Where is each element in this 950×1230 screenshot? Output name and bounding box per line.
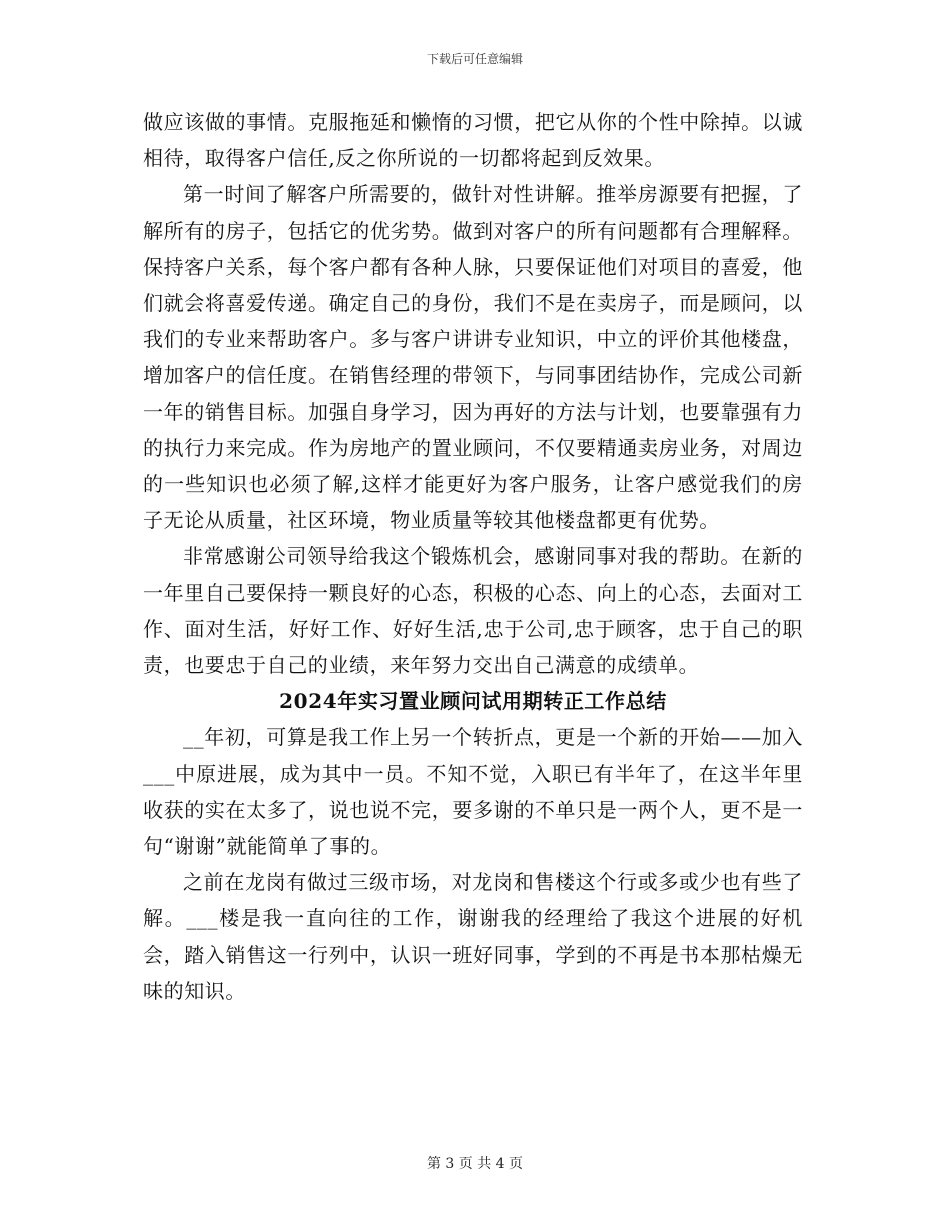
page-number: 第 3 页 共 4 页 <box>426 1156 524 1172</box>
paragraph-customer-service: 第一时间了解客户所需要的，做针对性讲解。推举房源要有把握，了解所有的房子，包括它的优劣势。做到对客户的所有问题都有合理解释。保持客户关系，每个客户都有各种人脉，只要保证他们对项目的喜爱，他们就会将喜爱传递。确定自己的身份，我们不是在卖房子，而是顾问，以我们的专业来帮助客户。多与客户讲讲专业知识，中立的评价其他楼盘，增加客户的信任度。在销售经理的带领下，与同事团结协作，完成公司新一年的销售目标。加强自身学习，因为再好的方法与计划，也要靠强有力的执行力来完成。作为房地产的置业顾问，不仅要精通卖房业务，对周边的一些知识也必须了解,这样才能更好为客户服务，让客户感觉我们的房子无论从质量，社区环境，物业质量等较其他楼盘都更有优势。 <box>143 182 803 533</box>
paragraph-thanks: 非常感谢公司领导给我这个锻炼机会，感谢同事对我的帮助。在新的一年里自己要保持一颗良好的心态，积极的心态、向上的心态，去面对工作、面对生活，好好工作、好好生活,忠于公司,忠于顾客，忠于自己的职责，也要忠于自己的业绩，来年努力交出自己满意的成绩单。 <box>143 544 803 678</box>
paragraph-intro: __年初，可算是我工作上另一个转折点，更是一个新的开始——加入___中原进展，成为其中一员。不知不觉，入职已有半年了，在这半年里收获的实在太多了，说也说不完，要多谢的不单只是一两个人，更不是一句“谢谢”就能简单了事的。 <box>143 725 803 859</box>
paragraph-background: 之前在龙岗有做过三级市场，对龙岗和售楼这个行或多或少也有些了解。___楼是我一直向往的工作，谢谢我的经理给了我这个进展的好机会，踏入销售这一行列中，认识一班好同事，学到的不再是书本那枯燥无味的知识。 <box>143 870 803 1003</box>
section-title: 2024年实习置业顾问试用期转正工作总结 <box>279 689 667 714</box>
paragraph-continued: 做应该做的事情。克服拖延和懒惰的习惯，把它从你的个性中除掉。以诚相待，取得客户信任,反之你所说的一切都将起到反效果。 <box>143 110 803 171</box>
document-body <box>143 104 803 1009</box>
page-header: 下载后可任意编辑 <box>426 52 523 66</box>
